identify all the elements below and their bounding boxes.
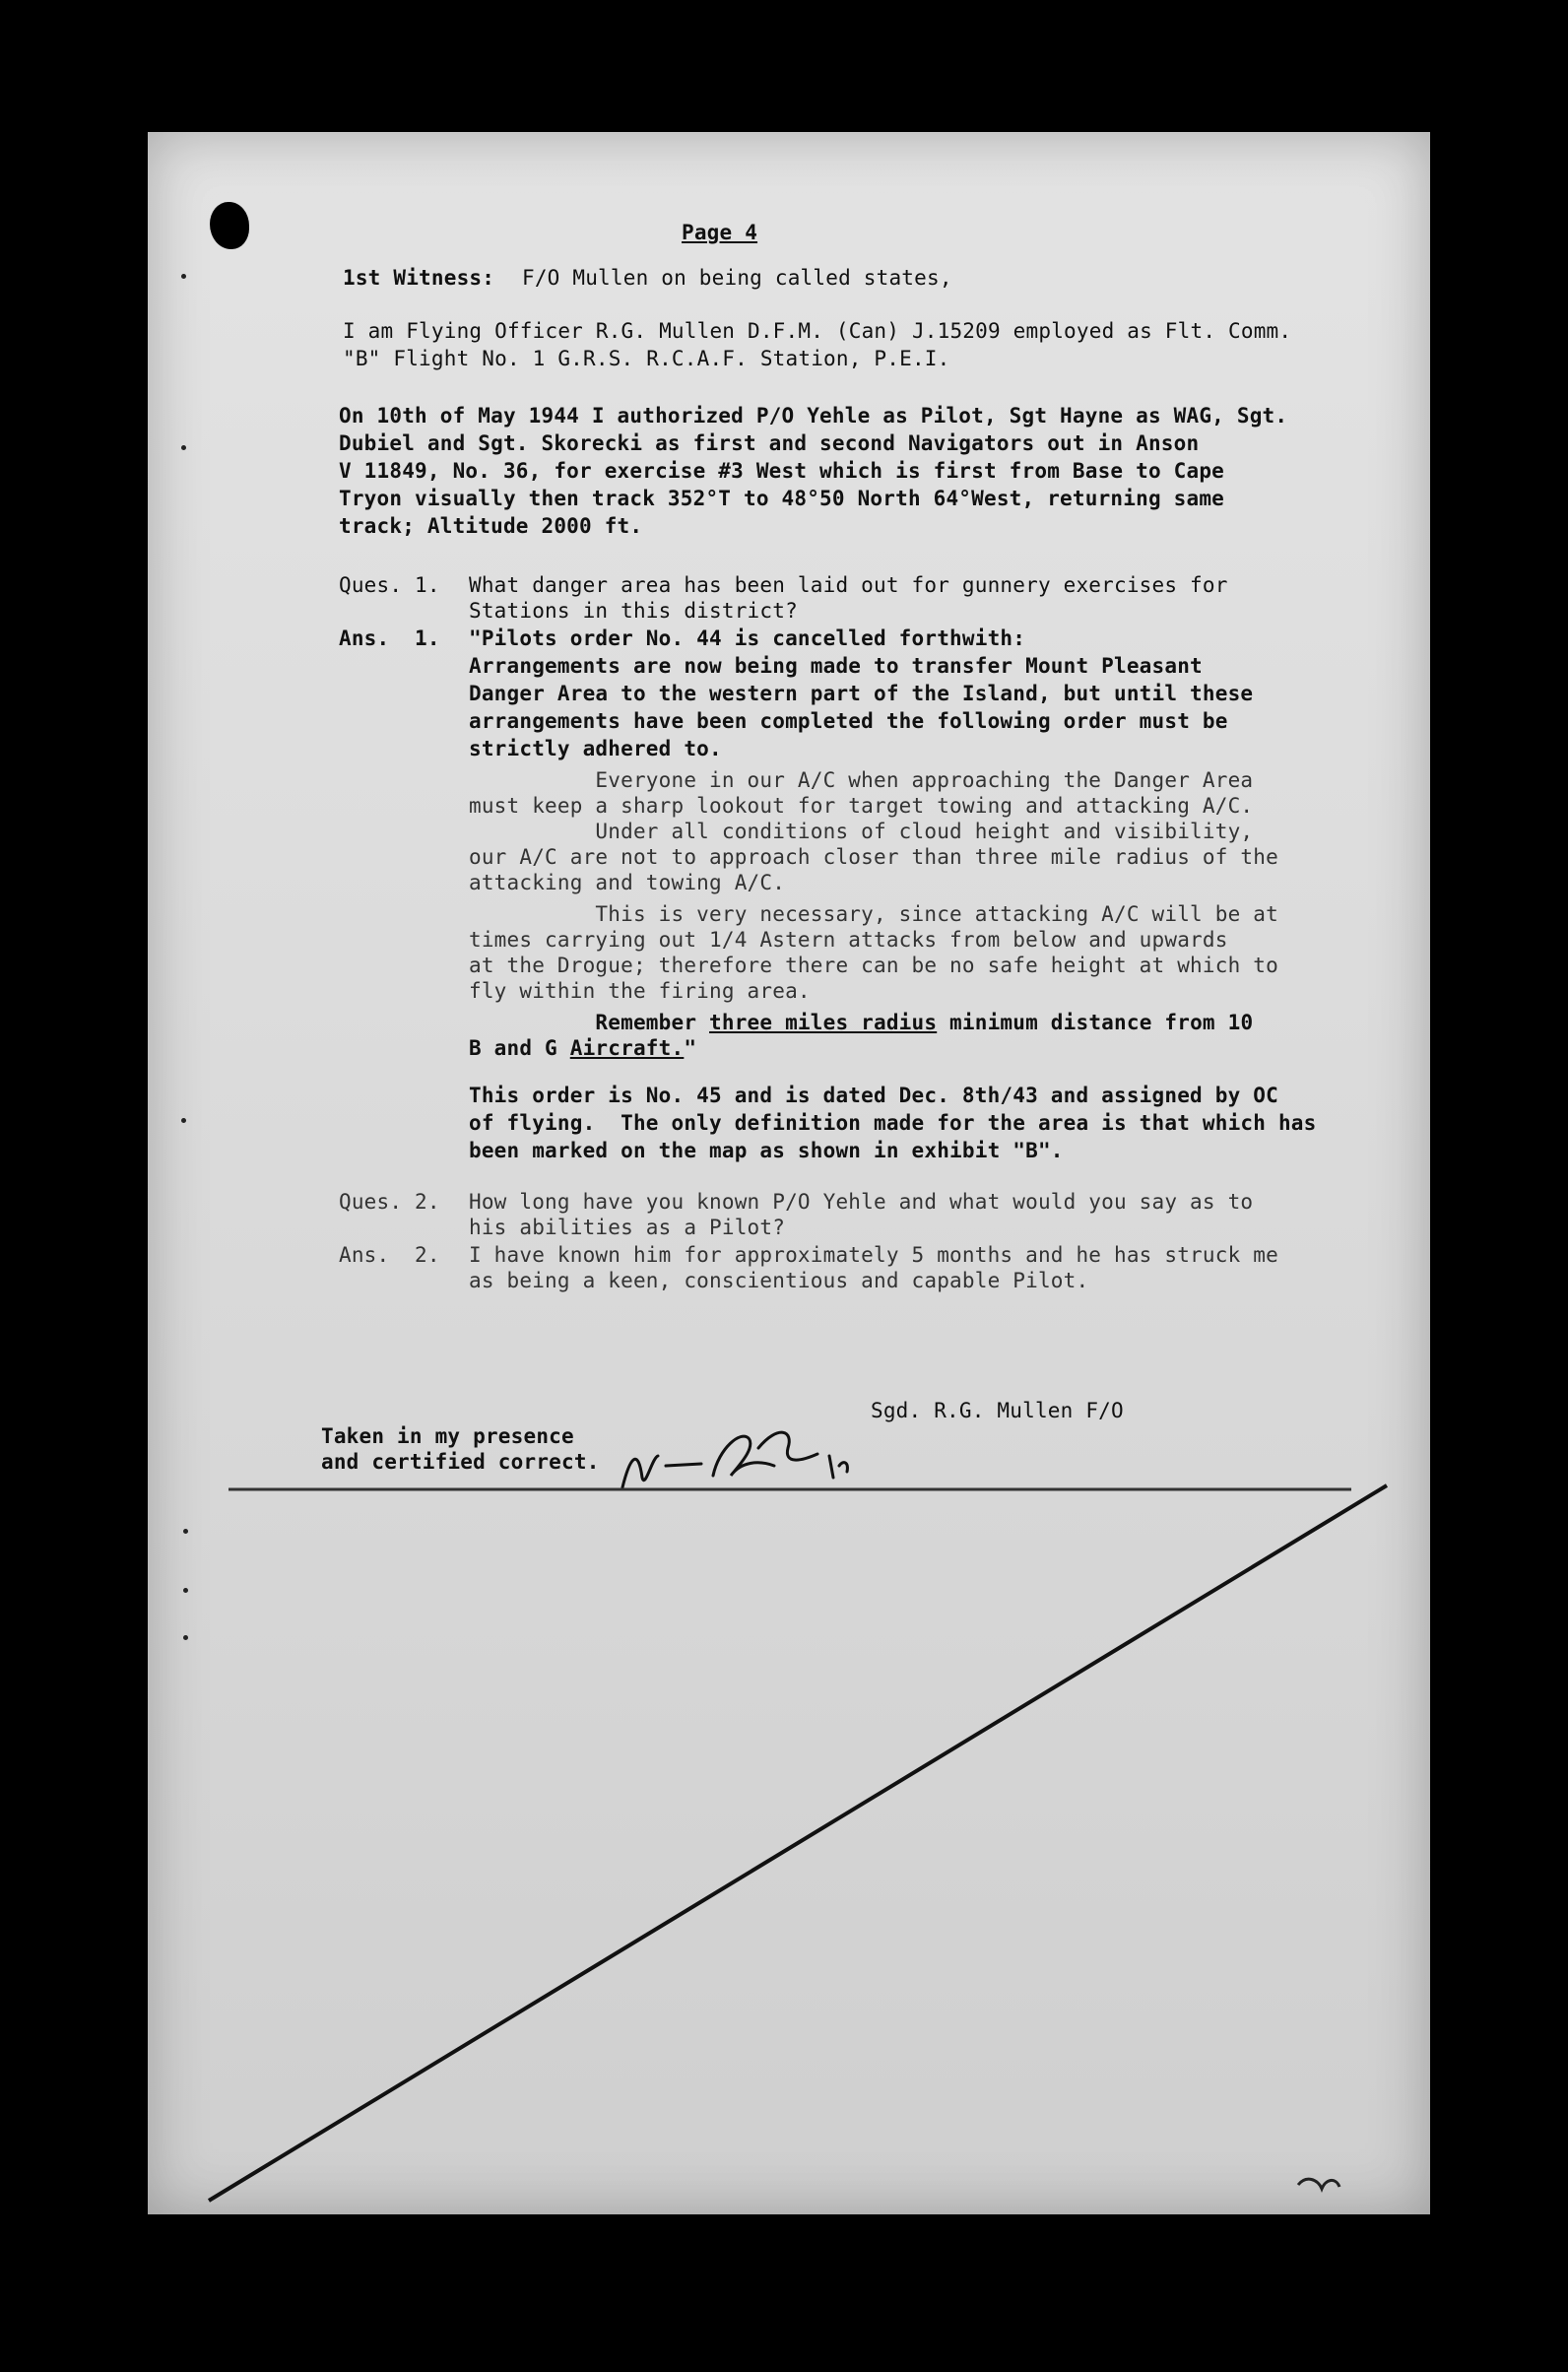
remember-last-emphasis: Aircraft. xyxy=(569,1036,685,1060)
intro-line: "B" Flight No. 1 G.R.S. R.C.A.F. Station, P.E.I. xyxy=(343,347,950,370)
statement-line: Tryon visually then track 352°T to 48°50 North 64°West, returning same xyxy=(339,487,1225,510)
certification-line: Taken in my presence xyxy=(321,1424,574,1448)
statement-line: track; Altitude 2000 ft. xyxy=(339,514,643,538)
answer-1-line: Arrangements are now being made to transfer Mount Pleasant xyxy=(469,654,1203,678)
question-2-label: Ques. 2. xyxy=(339,1190,440,1214)
order-reference-line: This order is No. 45 and is dated Dec. 8th/43 and assigned by OC xyxy=(469,1084,1278,1107)
question-1-label: Ques. 1. xyxy=(339,573,440,597)
order-line: This is very necessary, since attacking A/C will be at xyxy=(469,902,1278,926)
statement-line: On 10th of May 1944 I authorized P/O Yehle as Pilot, Sgt Hayne as WAG, Sgt. xyxy=(339,404,1288,428)
answer-2-line: I have known him for approximately 5 months and he has struck me xyxy=(469,1243,1278,1267)
order-line: must keep a sharp lookout for target towing and attacking A/C. xyxy=(469,794,1254,818)
question-1-line: What danger area has been laid out for gunnery exercises for xyxy=(469,573,1228,597)
witness-label: 1st Witness: xyxy=(343,266,495,290)
answer-2-line: as being a keen, conscientious and capable Pilot. xyxy=(469,1269,1089,1292)
cancellation-line xyxy=(209,1485,1387,2201)
order-line: our A/C are not to approach closer than three mile radius of the xyxy=(469,845,1278,869)
order-line: times carrying out 1/4 Astern attacks from below and upwards xyxy=(469,928,1228,952)
corner-mark xyxy=(1298,2179,1339,2189)
handwritten-signature xyxy=(622,1432,847,1487)
statement-line: Dubiel and Sgt. Skorecki as first and second Navigators out in Anson xyxy=(339,431,1200,455)
witness-heading: F/O Mullen on being called states, xyxy=(522,266,952,290)
page-title: Page 4 xyxy=(682,221,758,244)
question-2-line: How long have you known P/O Yehle and what would you say as to xyxy=(469,1190,1254,1214)
order-reference-line: of flying. The only definition made for the area is that which has xyxy=(469,1111,1317,1135)
answer-2-label: Ans. 2. xyxy=(339,1243,440,1267)
answer-1-line: strictly adhered to. xyxy=(469,737,722,760)
question-2-line: his abilities as a Pilot? xyxy=(469,1216,786,1239)
order-line: attacking and towing A/C. xyxy=(469,871,786,894)
remember-prefix: Remember xyxy=(469,1011,710,1034)
signed-by: Sgd. R.G. Mullen F/O xyxy=(871,1399,1124,1422)
order-line: at the Drogue; therefore there can be no safe height at which to xyxy=(469,954,1278,977)
order-reference-line: been marked on the map as shown in exhibit "B". xyxy=(469,1139,1064,1162)
order-line: fly within the firing area. xyxy=(469,979,811,1003)
remember-last-prefix: B and G xyxy=(469,1036,570,1060)
answer-1-line: arrangements have been completed the following order must be xyxy=(469,709,1228,733)
intro-line: I am Flying Officer R.G. Mullen D.F.M. (Can) J.15209 employed as Flt. Comm. xyxy=(343,319,1292,343)
question-1-line: Stations in this district? xyxy=(469,599,798,623)
answer-1-line: Danger Area to the western part of the Island, but until these xyxy=(469,682,1254,705)
statement-line: V 11849, No. 36, for exercise #3 West which is first from Base to Cape xyxy=(339,459,1225,483)
answer-1-line: "Pilots order No. 44 is cancelled forthwith: xyxy=(469,626,1026,650)
remember-last-suffix: " xyxy=(684,1036,697,1060)
remember-suffix: minimum distance from 10 xyxy=(937,1011,1254,1034)
answer-1-label: Ans. 1. xyxy=(339,626,440,650)
order-line: Under all conditions of cloud height and visibility, xyxy=(469,820,1254,843)
remember-emphasis: three miles radius xyxy=(709,1011,938,1034)
order-line: Everyone in our A/C when approaching the Danger Area xyxy=(469,768,1254,792)
certification-line: and certified correct. xyxy=(321,1450,600,1474)
